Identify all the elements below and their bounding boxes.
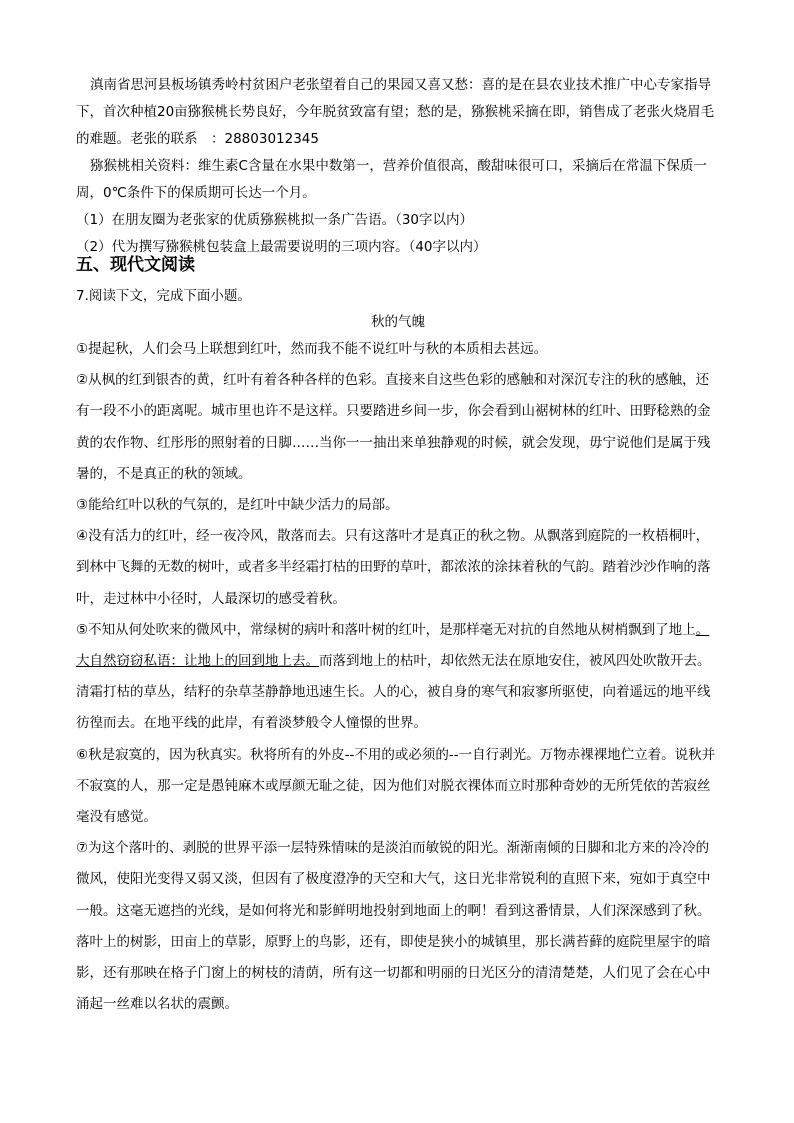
essay-body: [76, 334, 720, 1020]
essay-paragraph-5-rest: 而落到地上的枯叶，却依然无法在原地安住，被风四处吹散开去。清霜打枯的草丛，结籽的杂草茎静静地迅速生长。人的心，被自身的寒气和寂寥所驱使，向着遥远的地平线彷徨而去。在地平线的此岸，有着淡梦般令人憧憬的世界。: [76, 653, 711, 732]
section-title: 五、现代文阅读: [76, 255, 195, 275]
kiwi-subquestion-2: （2）代为撰写猕猴桃包装盒上最需要说明的三项内容。（40字以内）: [76, 239, 487, 255]
essay-paragraph-5-start: ⑤不知从何处吹来的微风中，常绿树的病叶和落叶树的红叶，是那样毫无对抗的自然地从树梢飘到了地上: [76, 621, 696, 638]
kiwi-background-paragraph: 滇南省思河县板场镇秀岭村贫困户老张望着自己的果园又喜又愁：喜的是在县农业技术推广中心专家指导下，首次种植20亩猕猴桃长势良好，今年脱贫致富有望；愁的是，猕猴桃采摘在即，销售成了老张火烧眉毛的难题。老张的联系 ：28803012345: [76, 77, 715, 147]
essay-paragraph-7: ⑦为这个落叶的、剥脱的世界平添一层特殊情味的是淡泊而敏锐的阳光。渐渐南倾的日脚和北方来的冷冷的微风，使阳光变得又弱又淡，但因有了极度澄净的天空和大气，这日光非常锐利的直照下来，宛如于真空中一般。这毫无遮挡的光线，是如何将光和影鲜明地投射到地面上的啊！看到这番情景，人们深深感到了秋。落叶上的树影，田亩上的草影，原野上的鸟影，还有，即使是狭小的城镇里，那长满苔藓的庭院里屋宇的暗影，还有那映在格子门窗上的树枝的清荫，所有这一切都和明丽的日光区分的清清楚楚，人们见了会在心中涌起一丝难以名状的震颤。: [76, 840, 711, 1013]
essay-paragraph-1: ①提起秋，人们会马上联想到红叶，然而我不能不说红叶与秋的本质相去甚远。: [76, 341, 548, 357]
kiwi-info-paragraph: 猕猴桃相关资料：维生素C含量在水果中数第一，营养价值很高，酸甜味很可口，采摘后在常温下保质一周，0℃条件下的保质期可长达一个月。: [76, 158, 707, 201]
essay-paragraph-6: ⑥秋是寂寞的，因为秋真实。秋将所有的外皮--不用的或必须的--一自行剥光。万物赤裸裸地伫立着。说秋并不寂寞的人，那一定是愚钝麻木或厚颜无耻之徒，因为他们对脱衣裸体而立时那种奇妙的无所凭依的苦寂丝毫没有感觉。: [76, 746, 716, 826]
essay-paragraph-5: [76, 615, 720, 740]
underlined-sentence: 。大自然窃窃私语：让地上的回到地上去。: [76, 621, 710, 670]
kiwi-subquestion-1: （1）在朋友圈为老张家的优质猕猴桃拟一条广告语。（30字以内）: [76, 212, 474, 228]
kiwi-question-block: [76, 72, 720, 261]
essay-paragraph-4: ④没有活力的红叶，经一夜冷风，散落而去。只有这落叶才是真正的秋之物。从飘落到庭院的一枚梧桐叶，到林中飞舞的无数的树叶，或者多半经霜打枯的田野的草叶，都浓浓的涂抹着秋的气韵。踏着沙沙作响的落叶，走过林中小径时，人最深切的感受着秋。: [76, 528, 711, 607]
essay-paragraph-3: ③能给红叶以秋的气氛的，是红叶中缺少活力的局部。: [76, 497, 399, 514]
essay-title: 秋的气魄: [371, 314, 425, 330]
essay-paragraph-2: ②从枫的红到银杏的黄，红叶有着各种各样的色彩。直接来自这些色彩的感触和对深沉专注的秋的感触，还有一段不小的距离呢。城市里也许不是这样。只要踏进乡间一步，你会看到山裾树林的红叶、田野稔熟的金黄的农作物、红彤彤的照射着的日脚……当你一一抽出来单独静观的时候，就会发现，毋宁说他们是属于残暑的，不是真正的秋的领域。: [76, 372, 711, 482]
question-intro: 7.阅读下文，完成下面小题。: [76, 288, 251, 304]
